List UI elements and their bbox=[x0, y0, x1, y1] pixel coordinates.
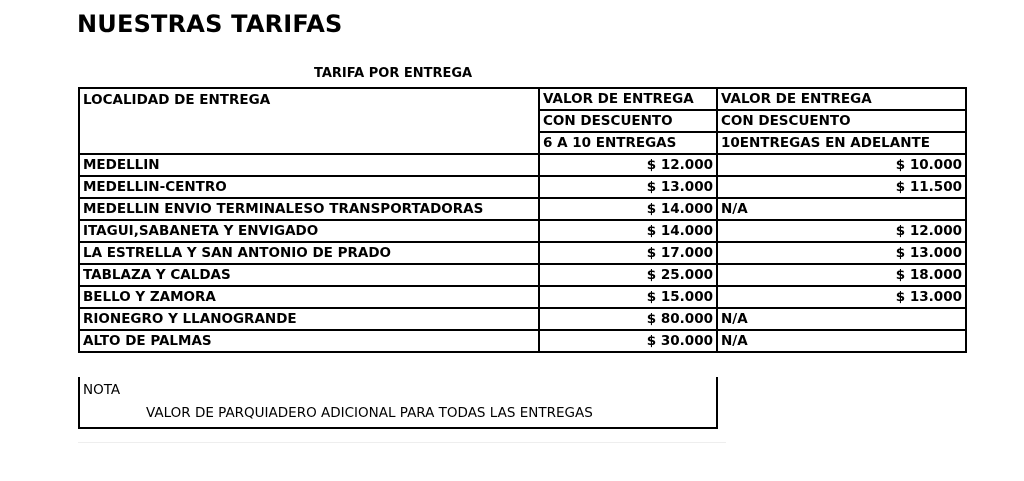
header-row bbox=[79, 110, 966, 132]
value-6-10-cell: $ 15.000 bbox=[539, 286, 717, 308]
header-col3-line2: CON DESCUENTO bbox=[717, 110, 966, 132]
table-row bbox=[79, 198, 966, 220]
table-row bbox=[79, 330, 966, 352]
note-box bbox=[78, 377, 718, 429]
value-10-plus-cell: $ 12.000 bbox=[717, 220, 966, 242]
value-10-plus-cell: $ 10.000 bbox=[717, 154, 966, 176]
table-row bbox=[79, 242, 966, 264]
table-row bbox=[79, 176, 966, 198]
note-label: NOTA bbox=[83, 382, 121, 398]
table-row bbox=[79, 286, 966, 308]
location-cell: ITAGUI,SABANETA Y ENVIGADO bbox=[79, 220, 539, 242]
value-10-plus-cell: $ 11.500 bbox=[717, 176, 966, 198]
table-row bbox=[79, 264, 966, 286]
note-text: VALOR DE PARQUIADERO ADICIONAL PARA TODAS LAS ENTREGAS bbox=[146, 405, 593, 421]
location-cell: MEDELLIN ENVIO TERMINALESO TRANSPORTADORAS bbox=[79, 198, 539, 220]
value-10-plus-cell: N/A bbox=[717, 308, 966, 330]
location-cell: ALTO DE PALMAS bbox=[79, 330, 539, 352]
table-row bbox=[79, 220, 966, 242]
table-subtitle: TARIFA POR ENTREGA bbox=[314, 66, 473, 81]
value-10-plus-cell: $ 13.000 bbox=[717, 286, 966, 308]
location-cell: LA ESTRELLA Y SAN ANTONIO DE PRADO bbox=[79, 242, 539, 264]
value-6-10-cell: $ 80.000 bbox=[539, 308, 717, 330]
page-title: NUESTRAS TARIFAS bbox=[77, 10, 343, 38]
header-col2-line1: VALOR DE ENTREGA bbox=[539, 88, 717, 110]
location-cell: MEDELLIN-CENTRO bbox=[79, 176, 539, 198]
location-cell: RIONEGRO Y LLANOGRANDE bbox=[79, 308, 539, 330]
location-cell: MEDELLIN bbox=[79, 154, 539, 176]
value-6-10-cell: $ 30.000 bbox=[539, 330, 717, 352]
location-cell: TABLAZA Y CALDAS bbox=[79, 264, 539, 286]
header-col2-line2: CON DESCUENTO bbox=[539, 110, 717, 132]
header-row bbox=[79, 132, 966, 154]
value-10-plus-cell: $ 13.000 bbox=[717, 242, 966, 264]
tariff-table bbox=[78, 87, 967, 353]
value-6-10-cell: $ 14.000 bbox=[539, 198, 717, 220]
value-6-10-cell: $ 17.000 bbox=[539, 242, 717, 264]
divider bbox=[78, 442, 726, 443]
value-6-10-cell: $ 14.000 bbox=[539, 220, 717, 242]
value-6-10-cell: $ 12.000 bbox=[539, 154, 717, 176]
value-10-plus-cell: $ 18.000 bbox=[717, 264, 966, 286]
value-6-10-cell: $ 13.000 bbox=[539, 176, 717, 198]
table-row bbox=[79, 154, 966, 176]
header-row bbox=[79, 88, 966, 110]
header-location: LOCALIDAD DE ENTREGA bbox=[79, 88, 539, 110]
header-blank bbox=[79, 110, 539, 132]
value-10-plus-cell: N/A bbox=[717, 330, 966, 352]
header-blank bbox=[79, 132, 539, 154]
value-6-10-cell: $ 25.000 bbox=[539, 264, 717, 286]
header-col3-line1: VALOR DE ENTREGA bbox=[717, 88, 966, 110]
header-col3-line3: 10ENTREGAS EN ADELANTE bbox=[717, 132, 966, 154]
table-row bbox=[79, 308, 966, 330]
value-10-plus-cell: N/A bbox=[717, 198, 966, 220]
location-cell: BELLO Y ZAMORA bbox=[79, 286, 539, 308]
header-col2-line3: 6 A 10 ENTREGAS bbox=[539, 132, 717, 154]
